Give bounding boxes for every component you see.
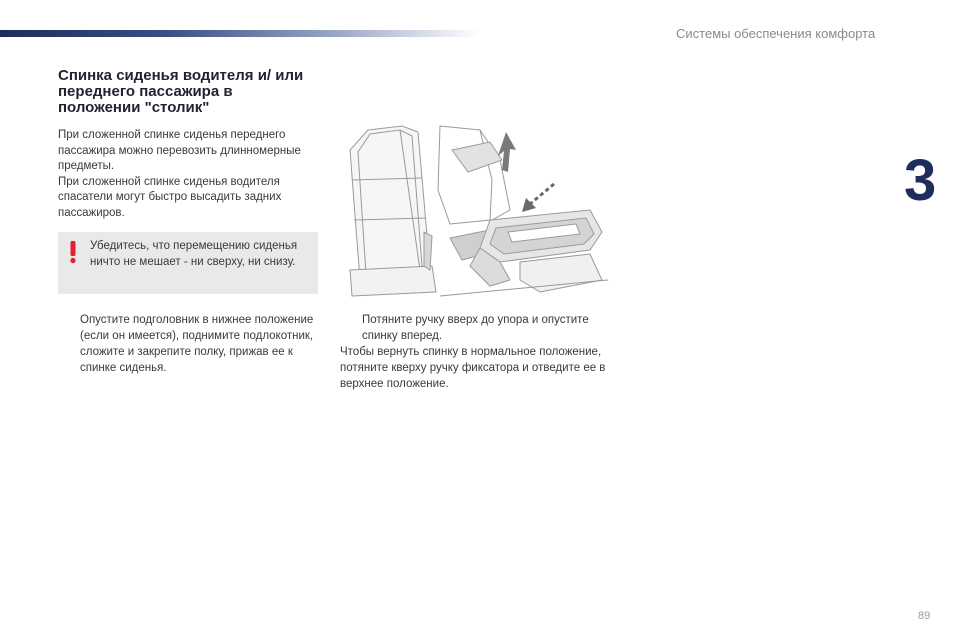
- section-title: Спинка сиденья водителя и/ или переднего пассажира в положении "столик": [58, 67, 304, 116]
- chapter-number: 3: [904, 148, 937, 213]
- page-number: 89: [918, 610, 931, 622]
- return-note: Чтобы вернуть спинку в нормальное положение, потяните кверху ручку фиксатора и отведите ее в верхнее положение.: [340, 346, 606, 390]
- exclamation-icon: [66, 240, 80, 264]
- step-left: [58, 312, 318, 376]
- intro-text: [58, 128, 318, 222]
- intro-paragraph-2: При сложенной спинке сиденья водителя спасатели могут быстро высадить задних пассажиров.: [58, 175, 282, 219]
- intro-paragraph-1: При сложенной спинке сиденья переднего пассажира можно перевозить длинномерные предметы.: [58, 129, 301, 173]
- chapter-title: Системы обеспечения комфорта: [676, 26, 876, 41]
- step-right: [340, 312, 610, 344]
- seat-folding-illustration: [340, 120, 610, 300]
- warning-box: [58, 232, 318, 294]
- step-right-text: Потяните ручку вверх до упора и опустите спинку вперед.: [362, 314, 589, 342]
- header-band: [0, 30, 480, 37]
- warning-text: Убедитесь, что перемещению сиденья ничто не мешает - ни сверху, ни снизу.: [90, 240, 298, 268]
- step-left-text: Опустите подголовник в нижнее положение (если он имеется), поднимите подлокотник, сложите и закрепите полку, прижав ее к спинке сиденья.: [80, 314, 314, 374]
